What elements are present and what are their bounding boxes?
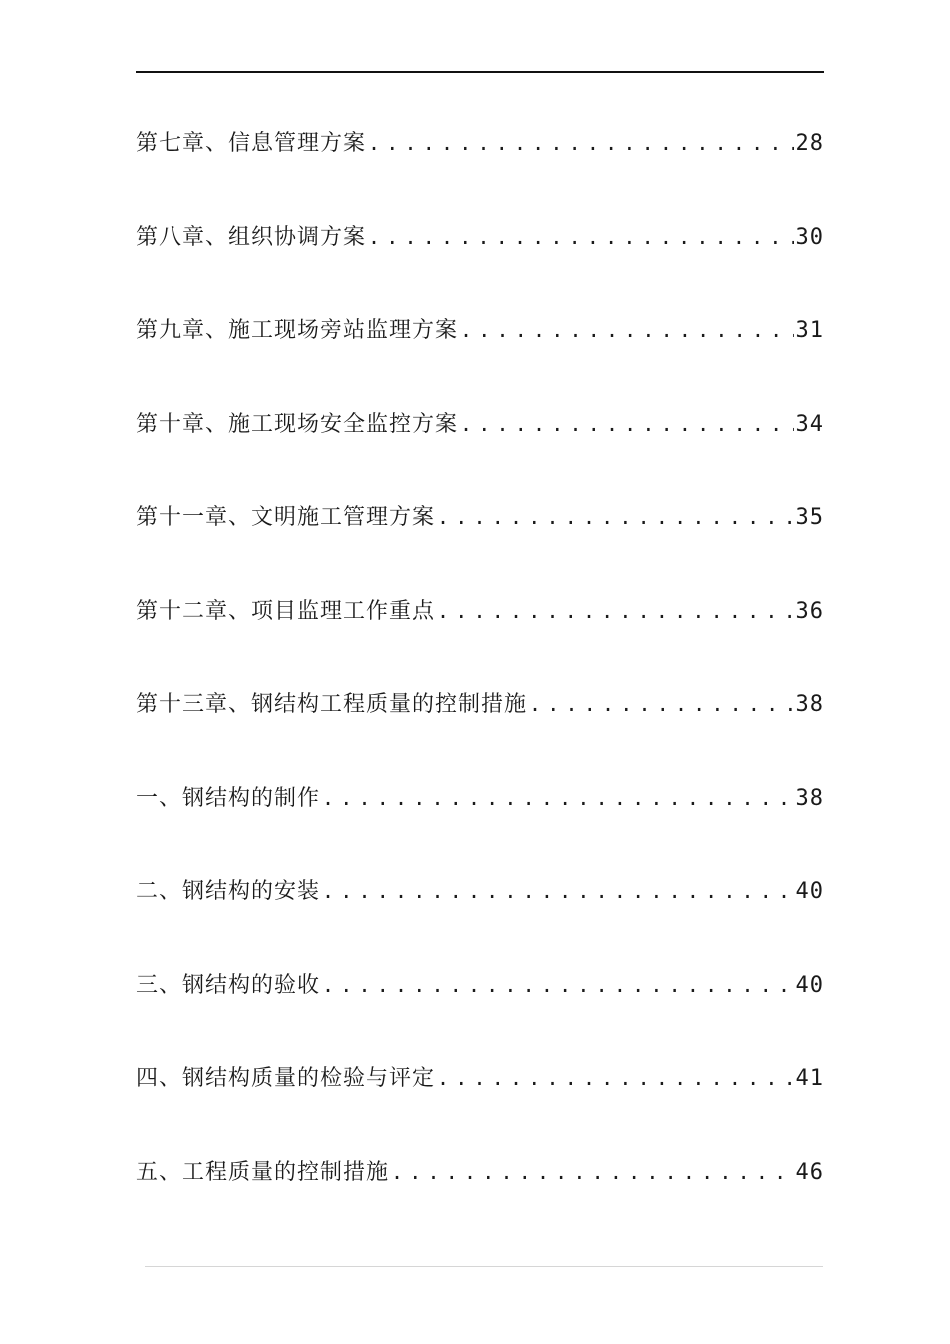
toc-entry-title: 一、钢结构的制作 — [136, 785, 321, 811]
toc-entry[interactable] — [136, 1154, 824, 1248]
toc-entry-page: 41 — [795, 1066, 824, 1091]
toc-entry-page: 34 — [795, 411, 824, 437]
toc-entry-page: 38 — [795, 692, 824, 717]
toc-entry-page: 31 — [795, 318, 824, 343]
toc-dot-leader — [435, 593, 793, 629]
toc-dot-leader — [389, 1154, 793, 1190]
toc-entry-title: 第八章、组织协调方案 — [136, 224, 367, 250]
toc-entry-page: 40 — [795, 879, 824, 904]
toc-dot-leader — [366, 125, 793, 161]
toc-entry[interactable] — [136, 873, 824, 967]
table-of-contents — [136, 125, 824, 1247]
header-rule — [136, 71, 824, 73]
toc-entry-title: 第十三章、钢结构工程质量的控制措施 — [136, 692, 528, 717]
toc-entry-title: 第十章、施工现场安全监控方案 — [136, 411, 459, 437]
toc-entry[interactable] — [136, 686, 824, 780]
toc-entry-title: 二、钢结构的安装 — [136, 879, 321, 904]
toc-entry-page: 35 — [795, 505, 824, 530]
toc-entry[interactable] — [136, 406, 824, 500]
toc-entry-page: 30 — [795, 224, 824, 250]
toc-entry-title: 五、工程质量的控制措施 — [136, 1159, 390, 1185]
toc-dot-leader — [366, 219, 793, 255]
toc-dot-leader — [320, 967, 793, 1003]
toc-entry-title: 三、钢结构的验收 — [136, 972, 321, 998]
toc-entry-page: 46 — [795, 1159, 824, 1185]
toc-entry[interactable] — [136, 967, 824, 1061]
toc-entry-title: 第七章、信息管理方案 — [136, 131, 367, 156]
footer-rule — [145, 1266, 823, 1267]
toc-entry[interactable] — [136, 125, 824, 219]
toc-dot-leader — [320, 873, 793, 909]
toc-entry-title: 四、钢结构质量的检验与评定 — [136, 1066, 436, 1091]
toc-dot-leader — [458, 406, 793, 442]
toc-entry[interactable] — [136, 780, 824, 874]
toc-entry[interactable] — [136, 312, 824, 406]
toc-entry-title: 第十二章、项目监理工作重点 — [136, 598, 436, 624]
toc-dot-leader — [527, 686, 793, 722]
toc-entry[interactable] — [136, 219, 824, 313]
toc-entry-page: 38 — [795, 785, 824, 811]
toc-dot-leader — [435, 1060, 793, 1096]
toc-entry[interactable] — [136, 499, 824, 593]
toc-entry[interactable] — [136, 593, 824, 687]
toc-entry[interactable] — [136, 1060, 824, 1154]
toc-entry-title: 第十一章、文明施工管理方案 — [136, 505, 436, 530]
toc-entry-page: 28 — [795, 131, 824, 156]
toc-dot-leader — [320, 780, 793, 816]
toc-dot-leader — [458, 312, 793, 348]
toc-entry-page: 36 — [795, 598, 824, 624]
toc-dot-leader — [435, 499, 793, 535]
toc-entry-title: 第九章、施工现场旁站监理方案 — [136, 318, 459, 343]
toc-entry-page: 40 — [795, 972, 824, 998]
